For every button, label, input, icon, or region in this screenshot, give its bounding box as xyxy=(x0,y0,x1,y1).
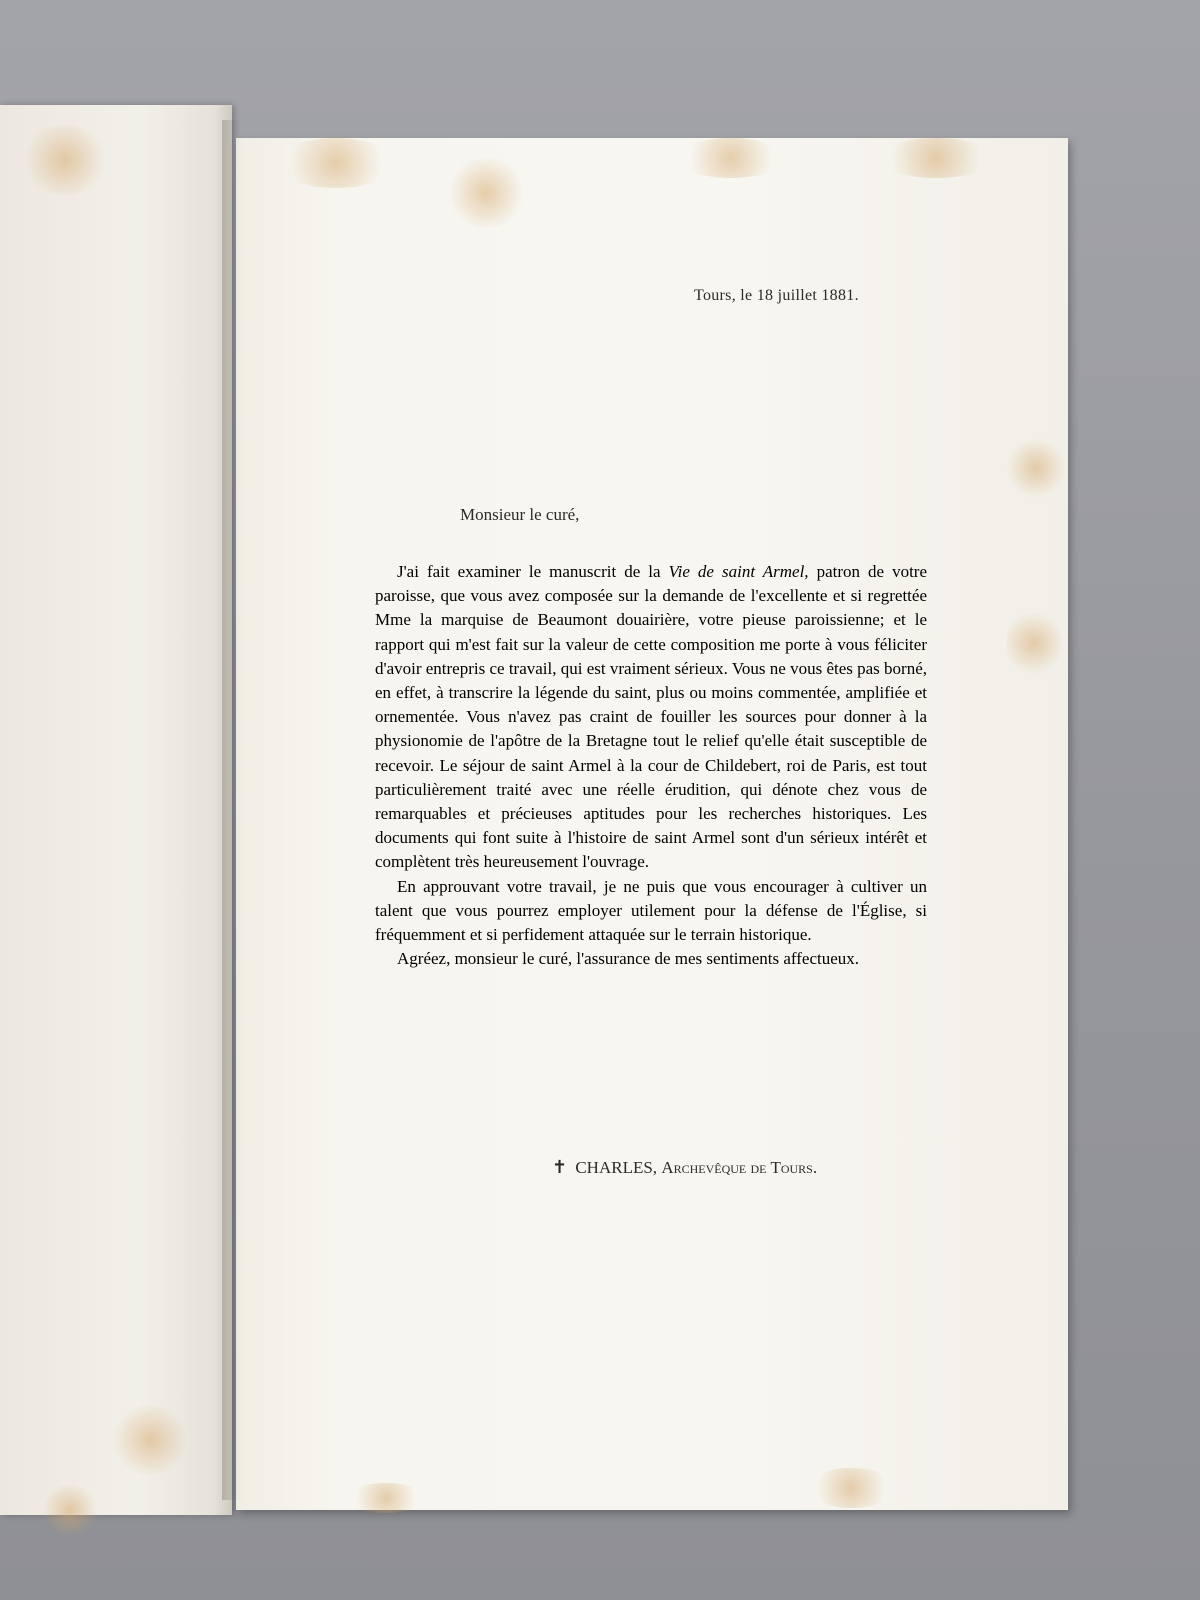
book-gutter xyxy=(222,120,242,1500)
book-title-italic: Vie de saint Armel, xyxy=(668,562,809,581)
bleed-through-mark xyxy=(0,525,180,605)
letter-signature xyxy=(552,1157,817,1178)
letter-body xyxy=(375,560,927,971)
signatory-name: CHARLES, xyxy=(575,1158,658,1177)
paragraph-3-text: Agréez, monsieur le curé, l'assurance de mes sentiments affectueux. xyxy=(397,949,860,969)
left-page xyxy=(0,105,232,1515)
letter-dateline: Tours, le 18 juillet 1881. xyxy=(694,287,859,304)
signatory-title: Archevêque de Tours. xyxy=(661,1158,818,1177)
cross-icon: ✝ xyxy=(552,1157,568,1177)
letter-salutation: Monsieur le curé, xyxy=(460,505,580,524)
letter-paragraph-2 xyxy=(375,875,927,948)
letter-paragraph-3 xyxy=(375,947,927,971)
paragraph-1-start: J'ai fait examiner le manuscrit de la xyxy=(397,562,669,581)
letter-paragraph-1 xyxy=(375,560,927,875)
paragraph-2-text: En approuvant votre travail, je ne puis que vous encourager à cultiver un talent que vous pourrez employer utilement pour la défense de l'Église, si fréquemment et si perfidement attaquée sur le terrain historique. xyxy=(375,876,927,945)
paragraph-1-rest: patron de votre paroisse, que vous avez composée sur la demande de l'excellente et si regrettée Mme la marquise de Beaumont douairière, votre pieuse paroissienne; et le rapport qui m'est fait sur la valeur de cette composition me porte à vous féliciter d'avoir entrepris ce travail, qui est vraiment sérieux. Vous ne vous êtes pas borné, en effet, à transcrire la légende du saint, plus ou moins commentée, amplifiée et ornementée. Vous n'avez pas craint de fouiller les sources pour donner à la physionomie de l'apôtre de la Bretagne tout le relief qu'elle était susceptible de recevoir. Le séjour de saint Armel à la cour de Childebert, roi de Paris, est tout particulièrement traité avec une réelle érudition, qui dénote chez vous de remarquables et précieuses aptitudes pour les recherches historiques. Les documents qui font suite à l'histoire de saint Armel sont d'un sérieux intérêt et complètent très heureusement l'ouvrage. xyxy=(375,562,927,872)
